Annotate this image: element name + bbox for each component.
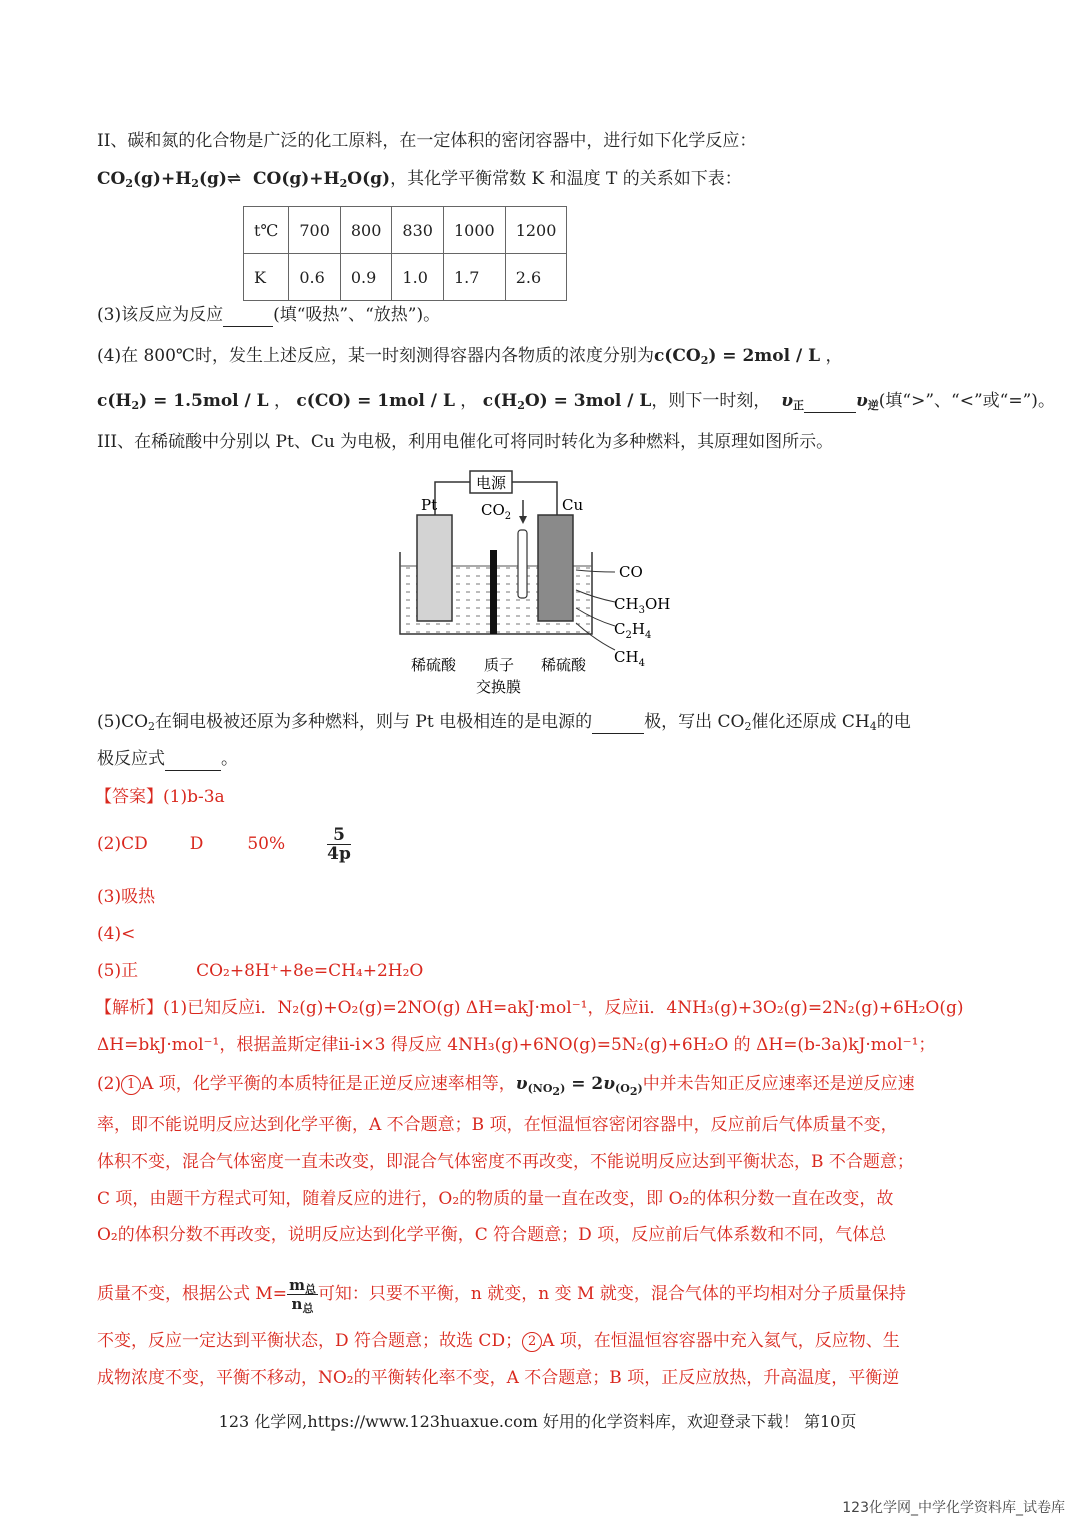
molar-mass-fraction: $\frac{m_总}{n_总}$ [289, 1276, 316, 1315]
svg-text:CH4: $CH_4$ [614, 648, 645, 669]
reaction-equation: $CO_2(g)+H_2(g)\rightleftharpoons$ $CO(g)+H_2O(g)$ [97, 169, 391, 190]
q5-line-b: 极反应式 。 [97, 749, 238, 769]
answer-5: (5)正 CO₂+8H⁺+8e=CH₄+2H₂O [97, 961, 424, 981]
cu-electrode [538, 515, 573, 621]
analysis-line-8: 质量不变，根据公式 M= $\frac{m_总}{n_总}$ 可知：只要不平衡，n 就变，n 变 M 就变，混合气体的平均相对分子质量保持 [97, 1276, 906, 1315]
svg-text:稀硫酸: 稀硫酸 [411, 656, 457, 674]
svg-text:CO2: $CO_2$ [481, 501, 512, 522]
svg-text:C2H4: $C_2H_4$ [614, 620, 652, 641]
conc-co2: $c(CO_2) = 2mol / L$ [653, 346, 821, 367]
pt-electrode [417, 515, 452, 621]
answer-blank [592, 711, 644, 734]
analysis-line-6: C 项，由题干方程式可知，随着反应的进行，O₂的物质的量一直在改变，即 O₂的体积分数一直在改变，故 [97, 1189, 894, 1209]
analysis-line-2: ΔH=bkJ·mol⁻¹，根据盖斯定律ii-i×3 得反应 4NH₃(g)+6NO(g)=5N₂(g)+6H₂O 的 ΔH=(b-3a)kJ·mol⁻¹； [97, 1035, 936, 1055]
answer-blank [223, 304, 273, 327]
svg-text:CH3OH: $CH_3OH$ [614, 595, 671, 616]
q5-line-a: $(5)CO_2$在铜电极被还原为多种燃料，则与 Pt 电极相连的是电源的 极，写出 $CO_2$催化还原成 $CH_4$的电 [97, 712, 911, 733]
analysis-line-10: 成物浓度不变，平衡不移动，NO₂的平衡转化率不变，A 不合题意；B 项，正反应放热，升高温度，平衡逆 [97, 1368, 900, 1388]
svg-text:Cu: Cu [562, 496, 584, 514]
conc-h2o: $c(H_2O) = 3mol / L$ [482, 391, 652, 412]
conc-co: c(CO) = 1mol / L [296, 391, 455, 411]
q5-intro: III、在稀硫酸中分别以 Pt、Cu 为电极，利用电催化可将同时转化为多种燃料，其原理如图所示。 [97, 432, 834, 452]
svg-text:Pt: Pt [421, 496, 438, 514]
answer-fraction: $\frac{5}{4p}$ [327, 825, 351, 864]
analysis-line-5: 体积不变，混合气体密度一直未改变，即混合气体密度不再改变，不能说明反应达到平衡状态，B 不合题意； [97, 1152, 914, 1172]
table-row: K 0.6 0.9 1.0 1.7 2.6 [244, 254, 567, 301]
analysis-line-9: 不变，反应一定达到平衡状态，D 符合题意；故选 CD； 2 A 项，在恒温恒容容器中充入氦气，反应物、生 [97, 1331, 900, 1351]
k-table [243, 206, 567, 301]
circled-one-icon: 1 [121, 1075, 141, 1095]
conc-h2: $c(H_2) = 1.5mol / L$ [97, 391, 269, 412]
svg-text:交换膜: 交换膜 [476, 678, 522, 696]
v-forward: $\upsilon_正$ [781, 391, 804, 412]
answer-4: (4)< [97, 924, 136, 944]
analysis-line-7: O₂的体积分数不再改变，说明反应达到化学平衡，C 符合题意；D 项，反应前后气体系数和不同，气体总 [97, 1225, 887, 1245]
answer-2: (2)CD D 50% $\frac{5}{4p}$ [97, 825, 351, 864]
equation-line: $CO_2(g)+H_2(g)\rightleftharpoons$ $CO(g)+H_2O(g)$，其化学平衡常数 K 和温度 T 的关系如下表： [97, 169, 742, 190]
svg-text:质子: 质子 [484, 656, 515, 674]
electrolysis-diagram [395, 468, 685, 700]
analysis-line-3: (2) 1 A 项，化学平衡的本质特征是正逆反应速率相等，$\upsilon_{(NO_2)} = 2\upsilon_{(O_2)}$中并未告知正反应速率还是逆反应速 [97, 1074, 915, 1098]
q4-line-a: (4)在 800℃时，发生上述反应，某一时刻测得容器内各物质的浓度分别为$c(CO_2) = 2mol / L$ ， [97, 346, 843, 367]
proton-exchange-membrane [490, 550, 497, 634]
co2-inlet-tube [518, 530, 527, 598]
table-row: t℃ 700 800 830 1000 1200 [244, 207, 567, 254]
watermark: 123化学网_中学化学资料库_试卷库 [842, 1500, 1065, 1516]
v-reverse: $\upsilon_逆$ [856, 391, 879, 412]
power-source-label: 电源 [475, 474, 507, 492]
analysis-line-1: 【解析】(1)已知反应i．N₂(g)+O₂(g)=2NO(g) ΔH=akJ·mol⁻¹，反应ii．4NH₃(g)+3O₂(g)=2N₂(g)+6H₂O(g) [95, 998, 964, 1018]
q3-line: (3)该反应为反应 (填“吸热”、“放热”)。 [97, 305, 441, 325]
answer-3: (3)吸热 [97, 887, 156, 907]
page-footer: 123 化学网,https://www.123huaxue.com 好用的化学资料库，欢迎登录下载！ 第10页 [218, 1412, 857, 1431]
answer-blank [165, 748, 221, 771]
q4-line-b: $c(H_2) = 1.5mol / L$ ， c(CO) = 1mol / L ， $c(H_2O) = 3mol / L$，则下一时刻， $\upsilon_正$ $\upsilon_逆$(填“>”、“<”或“=”)。 [97, 391, 1055, 412]
rate-relation: $\upsilon_{(NO_2)} = 2\upsilon_{(O_2)}$ [515, 1074, 643, 1098]
answer-1: 【答案】(1)b-3a [95, 787, 225, 807]
q2-intro: II、碳和氮的化合物是广泛的化工原料，在一定体积的密闭容器中，进行如下化学反应： [97, 131, 757, 151]
svg-text:CO: CO [619, 563, 643, 581]
svg-text:稀硫酸: 稀硫酸 [541, 656, 587, 674]
analysis-line-4: 率，即不能说明反应达到化学平衡，A 不合题意；B 项，在恒温恒容密闭容器中，反应前后气体质量不变， [97, 1115, 898, 1135]
answer-blank [804, 390, 856, 413]
circled-two-icon: 2 [522, 1332, 542, 1352]
